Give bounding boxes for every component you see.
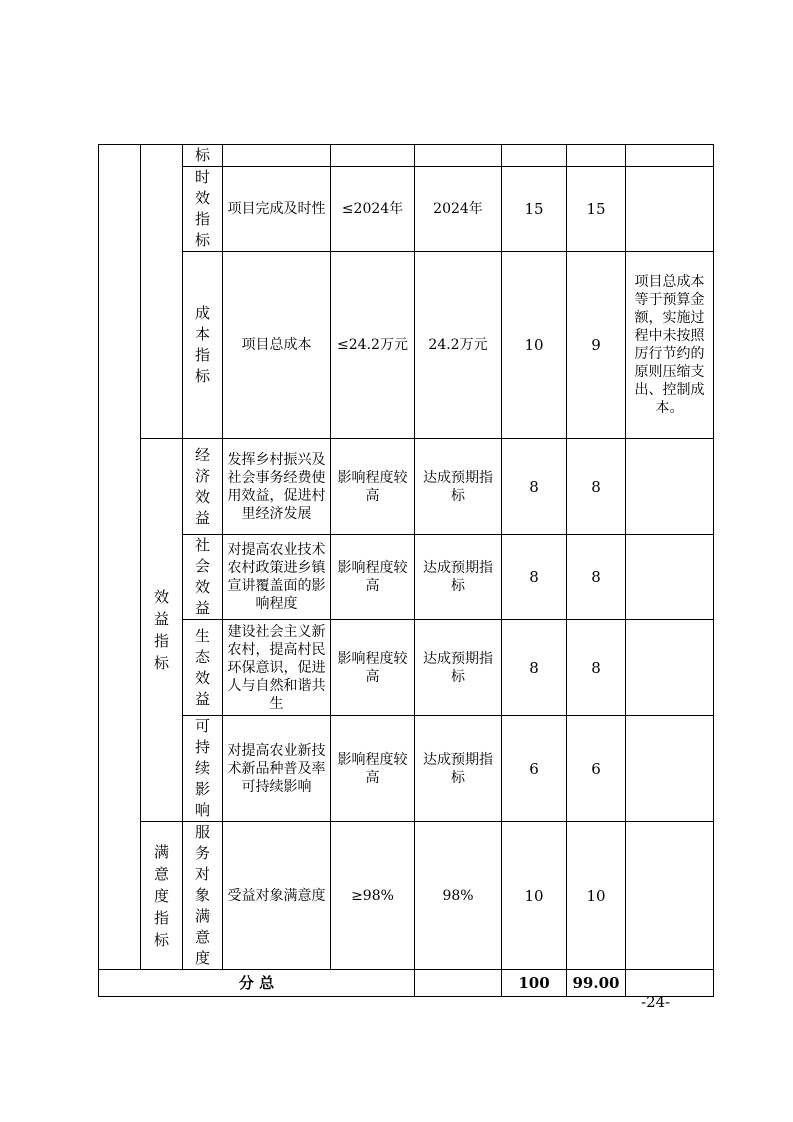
table-row [99,716,714,822]
indicator-cell: 发挥乡村振兴及社会事务经费使用效益，促进村里经济发展 [223,439,331,535]
table-row [99,252,714,439]
standard-cell: 影响程度较高 [331,716,415,822]
level3-cell: 生态效益 [183,620,223,716]
score-cell: 6 [567,716,626,822]
standard-cell: ≤2024年 [331,167,415,252]
performance-table [98,144,714,997]
note-cell: 项目总成本等于预算金额，实施过程中未按照厉行节约的原则压缩支出、控制成本。 [626,252,714,439]
note-cell [626,620,714,716]
score-cell: 15 [567,167,626,252]
table-row [99,822,714,970]
score-cell: 10 [567,822,626,970]
actual-cell: 达成预期指标 [415,439,502,535]
total-row [99,970,714,997]
weight-cell: 8 [502,620,567,716]
actual-cell: 24.2万元 [415,252,502,439]
actual-cell: 达成预期指标 [415,716,502,822]
standard-cell: 影响程度较高 [331,439,415,535]
level3-cell: 可持续影响 [183,716,223,822]
total-score: 99.00 [567,970,626,997]
note-cell [626,822,714,970]
level3-cell: 成本指标 [183,252,223,439]
standard-cell [331,145,415,167]
score-cell [567,145,626,167]
level1-cell [99,145,141,970]
indicator-cell: 建设社会主义新农村，提高村民环保意识，促进人与自然和谐共生 [223,620,331,716]
score-cell: 8 [567,535,626,620]
table-row [99,439,714,535]
weight-cell: 8 [502,439,567,535]
indicator-cell: 项目完成及时性 [223,167,331,252]
actual-cell: 98% [415,822,502,970]
weight-cell: 6 [502,716,567,822]
level2-cell-output [141,145,183,439]
table-row [99,535,714,620]
level2-cell-satisfaction: 满意度指标 [141,822,183,970]
level3-cell: 社会效益 [183,535,223,620]
standard-cell: ≥98% [331,822,415,970]
table-row [99,167,714,252]
level3-cell: 经济效益 [183,439,223,535]
standard-cell: 影响程度较高 [331,620,415,716]
weight-cell [502,145,567,167]
weight-cell: 10 [502,822,567,970]
level3-cell: 时效指标 [183,167,223,252]
note-cell [626,439,714,535]
note-cell [626,716,714,822]
note-cell [626,167,714,252]
note-cell [626,145,714,167]
note-cell [626,535,714,620]
total-label: 分 总 [99,970,415,997]
table-row [99,620,714,716]
indicator-cell: 对提高农业新技术新品种普及率可持续影响 [223,716,331,822]
weight-cell: 10 [502,252,567,439]
total-weight: 100 [502,970,567,997]
weight-cell: 8 [502,535,567,620]
actual-cell: 2024年 [415,167,502,252]
level3-cell: 标 [183,145,223,167]
actual-cell: 达成预期指标 [415,535,502,620]
standard-cell: 影响程度较高 [331,535,415,620]
page-number: -24- [641,993,671,1011]
score-cell: 8 [567,439,626,535]
indicator-cell: 项目总成本 [223,252,331,439]
score-cell: 9 [567,252,626,439]
total-empty-cell [415,970,502,997]
level3-cell: 服务对象满意度 [183,822,223,970]
indicator-cell: 受益对象满意度 [223,822,331,970]
actual-cell [415,145,502,167]
score-cell: 8 [567,620,626,716]
level2-cell-benefit: 效益指标 [141,439,183,822]
actual-cell: 达成预期指标 [415,620,502,716]
table-row [99,145,714,167]
standard-cell: ≤24.2万元 [331,252,415,439]
indicator-cell: 对提高农业技术农村政策进乡镇宣讲覆盖面的影响程度 [223,535,331,620]
weight-cell: 15 [502,167,567,252]
indicator-cell [223,145,331,167]
